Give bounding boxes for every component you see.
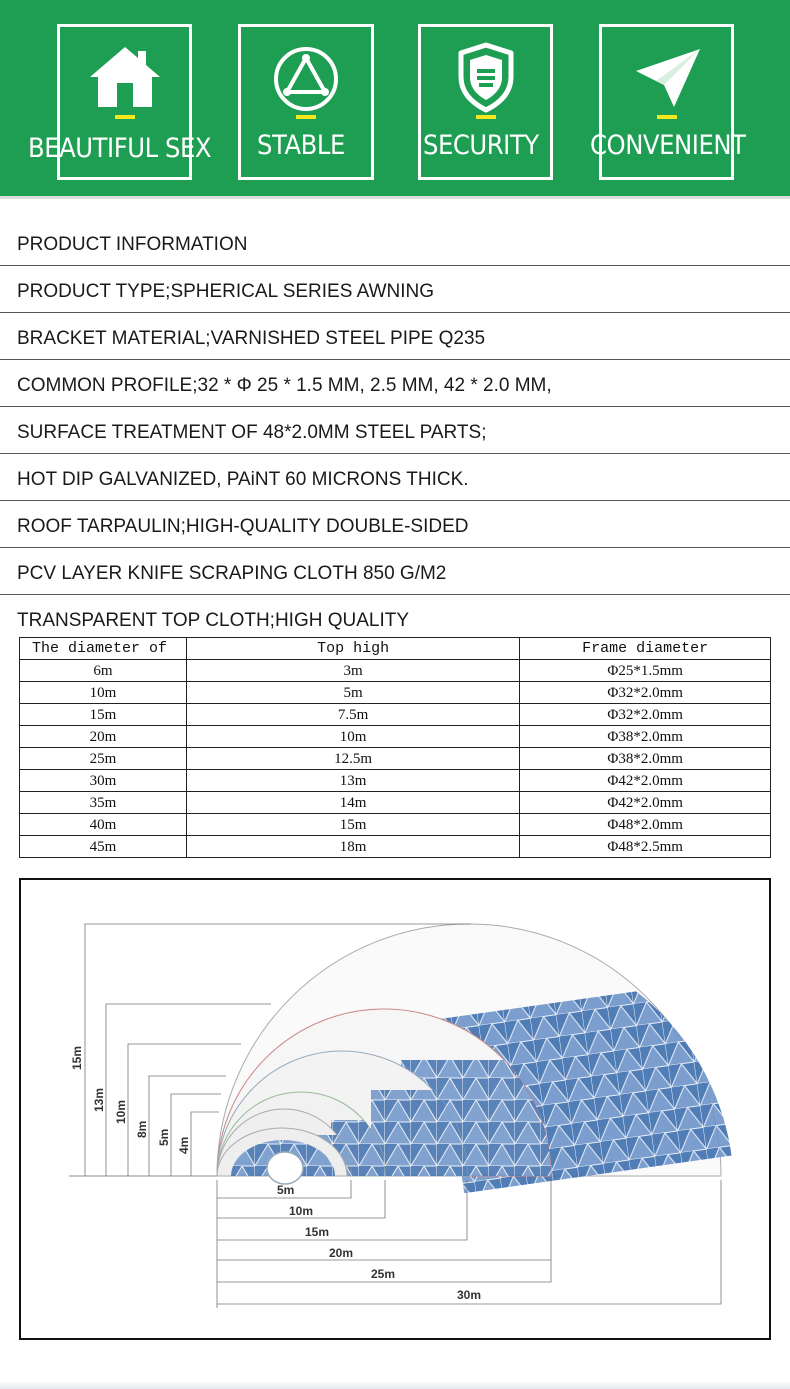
paper-plane-icon bbox=[626, 41, 708, 113]
cell-top-high: 12.5m bbox=[186, 748, 519, 770]
feature-dash bbox=[115, 115, 135, 119]
cell-top-high: 14m bbox=[186, 792, 519, 814]
width-label-15m: 15m bbox=[305, 1225, 330, 1239]
cell-top-high: 13m bbox=[186, 770, 519, 792]
cell-top-high: 18m bbox=[186, 836, 519, 858]
cell-frame: Φ32*2.0mm bbox=[520, 704, 771, 726]
dome-diagram-svg bbox=[21, 880, 769, 1338]
cell-diameter: 15m bbox=[20, 704, 187, 726]
info-line-product-type bbox=[0, 267, 790, 313]
info-text: TRANSPARENT TOP CLOTH;HIGH QUALITY bbox=[17, 610, 410, 631]
cell-frame: Φ25*1.5mm bbox=[520, 660, 771, 682]
feature-label-beautiful: BEAUTIFUL SEX bbox=[28, 133, 212, 164]
width-label-5m: 5m bbox=[277, 1183, 295, 1197]
cell-frame: Φ38*2.0mm bbox=[520, 748, 771, 770]
width-label-30m: 30m bbox=[457, 1288, 482, 1302]
cell-diameter: 45m bbox=[20, 836, 187, 858]
info-text: HOT DIP GALVANIZED, PAiNT 60 MICRONS THICK. bbox=[17, 469, 469, 490]
info-line-bracket-material bbox=[0, 314, 790, 360]
height-label-15m: 15m bbox=[70, 1045, 84, 1070]
info-line-product-information bbox=[0, 220, 790, 266]
info-line-hot-dip bbox=[0, 455, 790, 501]
table-row bbox=[20, 770, 771, 792]
cell-frame: Φ48*2.5mm bbox=[520, 836, 771, 858]
feature-dash bbox=[476, 115, 496, 119]
table-row bbox=[20, 704, 771, 726]
height-label-13m: 13m bbox=[92, 1087, 106, 1112]
info-text: SURFACE TREATMENT OF 48*2.0MM STEEL PARTS; bbox=[17, 422, 487, 443]
height-label-8m: 8m bbox=[135, 1120, 149, 1138]
table-row bbox=[20, 814, 771, 836]
cell-top-high: 15m bbox=[186, 814, 519, 836]
info-line-common-profile bbox=[0, 361, 790, 407]
cell-diameter: 35m bbox=[20, 792, 187, 814]
cell-diameter: 25m bbox=[20, 748, 187, 770]
feature-label-security: SECURITY bbox=[423, 130, 539, 161]
width-label-10m: 10m bbox=[289, 1204, 314, 1218]
feature-dash bbox=[657, 115, 677, 119]
cell-frame: Φ32*2.0mm bbox=[520, 682, 771, 704]
cell-diameter: 40m bbox=[20, 814, 187, 836]
info-line-pcv-layer bbox=[0, 549, 790, 595]
height-label-4m: 4m bbox=[177, 1136, 191, 1154]
feature-label-stable: STABLE bbox=[257, 130, 345, 161]
cell-top-high: 5m bbox=[186, 682, 519, 704]
cell-top-high: 10m bbox=[186, 726, 519, 748]
info-text: COMMON PROFILE;32 * Φ 25 * 1.5 MM, 2.5 MM, 42 * 2.0 MM, bbox=[17, 375, 552, 396]
header-diameter: The diameter of bbox=[20, 638, 187, 660]
info-text: ROOF TARPAULIN;HIGH-QUALITY DOUBLE-SIDED bbox=[17, 516, 469, 537]
feature-label-convenient: CONVENIENT bbox=[590, 130, 746, 161]
info-text: PCV LAYER KNIFE SCRAPING CLOTH 850 G/M2 bbox=[17, 563, 447, 584]
info-line-roof-tarpaulin bbox=[0, 502, 790, 548]
table-header-row bbox=[20, 638, 771, 660]
cell-frame: Φ38*2.0mm bbox=[520, 726, 771, 748]
info-line-transparent-top bbox=[0, 596, 790, 642]
info-line-surface-treatment bbox=[0, 408, 790, 454]
cell-diameter: 20m bbox=[20, 726, 187, 748]
height-label-5m: 5m bbox=[157, 1128, 171, 1146]
spec-table bbox=[19, 637, 771, 858]
cell-top-high: 7.5m bbox=[186, 704, 519, 726]
header-top-high: Top high bbox=[186, 638, 519, 660]
dome-size-diagram bbox=[19, 878, 771, 1340]
info-text: PRODUCT TYPE;SPHERICAL SERIES AWNING bbox=[17, 281, 435, 302]
cell-frame: Φ42*2.0mm bbox=[520, 792, 771, 814]
table-row bbox=[20, 748, 771, 770]
shield-icon bbox=[445, 41, 527, 113]
cell-diameter: 6m bbox=[20, 660, 187, 682]
table-row bbox=[20, 836, 771, 858]
width-label-25m: 25m bbox=[371, 1267, 396, 1281]
bottom-strip bbox=[0, 1381, 790, 1389]
feature-dash bbox=[296, 115, 316, 119]
cell-diameter: 30m bbox=[20, 770, 187, 792]
feature-banner bbox=[0, 0, 790, 199]
cell-frame: Φ48*2.0mm bbox=[520, 814, 771, 836]
cell-top-high: 3m bbox=[186, 660, 519, 682]
info-text: BRACKET MATERIAL;VARNISHED STEEL PIPE Q235 bbox=[17, 328, 486, 349]
table-row bbox=[20, 682, 771, 704]
cell-frame: Φ42*2.0mm bbox=[520, 770, 771, 792]
table-row bbox=[20, 660, 771, 682]
house-icon bbox=[84, 41, 166, 113]
table-row bbox=[20, 726, 771, 748]
height-label-10m: 10m bbox=[114, 1099, 128, 1124]
triangle-circle-icon bbox=[265, 41, 347, 113]
width-label-20m: 20m bbox=[329, 1246, 354, 1260]
info-text: PRODUCT INFORMATION bbox=[17, 234, 248, 255]
cell-diameter: 10m bbox=[20, 682, 187, 704]
header-frame-diameter: Frame diameter bbox=[520, 638, 771, 660]
table-row bbox=[20, 792, 771, 814]
